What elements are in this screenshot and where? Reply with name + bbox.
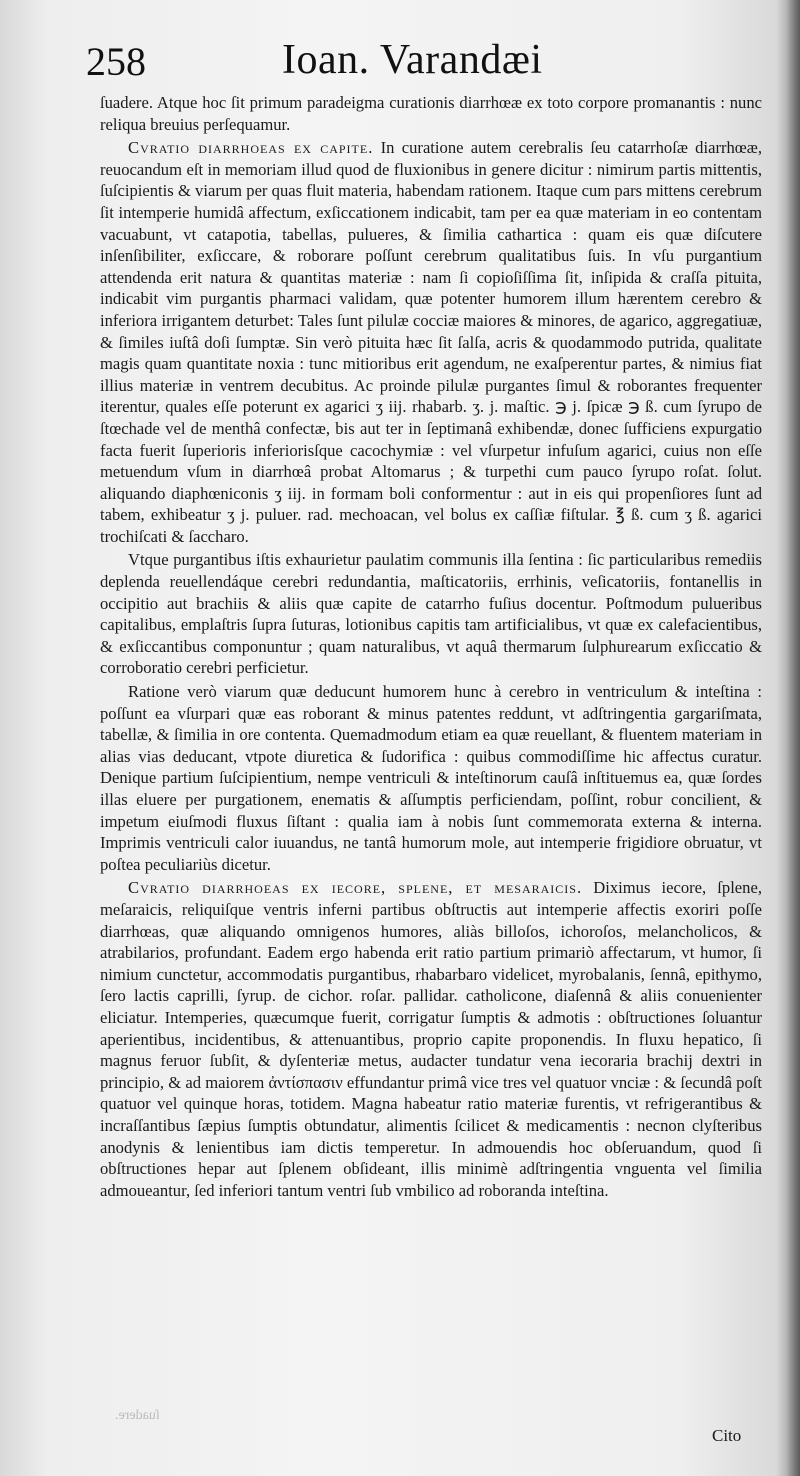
section-heading-iecore: Cvratio diarrhoeas ex iecore, splene, et mesaraicis. — [128, 878, 583, 898]
section-heading-capite: Cvratio diarrhoeas ex capite. — [128, 138, 374, 158]
paragraph-4-text: Ratione verò viarum quæ deducunt humorem hunc à cerebro in ventriculum & inteſtina : poſſunt ea vſurpari quæ eas roborant & minus patentes reddunt, vt adſtringentia gargariſmata, tabellæ, & ſimilia in ore contenta. Quemadmodum etiam ea quæ reuellant, & fluentem materiam in alias vias deducant, vtpote diuretica & ſudorifica : quibus commodiſſime hic affectus curatur. Denique partium ſuſcipientium, nempe ventriculi & inteſtinorum cauſâ inſtituemus ea, quæ ſordes illas eluere per purgationem, enematis & aſſumptis perficiendam, poſſint, robur concilient, & impetum eiuſmodi fluxus ſiſtant : qualia iam à nobis ſunt commemorata externa & interna. Imprimis ventriculi calor iuuandus, ne tantâ humorum mole, aut intemperie frigidiore obruatur, vt poſtea peculiariùs dicetur. — [100, 682, 762, 874]
paragraph-4 — [100, 681, 762, 875]
paragraph-2-text: In curatione autem cerebralis ſeu catarrhoſæ diarrhœæ, reuocandum eſt in memoriam illud quod de fluxionibus in genere dicitur : nimirum partis mittentis, ſuſcipientis & viarum per quas fluit materia, habendam rationem. Itaque cum pars mittens cerebrum ſit intemperie humidâ affectum, exſiccationem indicabit, tam per ea quæ materiam in eo contentam vacuabunt, vt catapotia, tabellas, pulueres, & ſimilia cathartica : quam eis quæ diſcutere inſenſibiliter, exſiccare, & roborare poſſunt cerebrum qualitatibus ſuis. In vſu purgantium attendenda erit natura & quantitas materiæ : nam ſi copioſiſſima ſit, inſipida & craſſa pituita, indicabit vim purgantis pharmaci validam, quæ potenter humorem illum hærentem cerebro & inferiora irrigantem deturbet: Tales ſunt pilulæ cocciæ maiores & minores, de agarico, aggregatiuæ, & ſimiles iuſtâ doſi ſumptæ. Sin verò pituita hæc ſit ſalſa, acris & quodammodo putrida, qualitate magis quam quantitate noxia : tunc mitioribus erit agendum, ne exaſperentur partes, & nimius fiat illius materiæ in ventrem decubitus. Ac proinde pilulæ purgantes ſimul & roborantes frequenter iterentur, quales eſſe poterunt ex agarici ʒ iij. rhabarb. ʒ. j. maſtic. ℈ j. ſpicæ ℈ ß. cum ſyrupo de ſtœchade vel de menthâ confectæ, bis aut ter in ſeptimanâ exhibendæ, donec ſufficiens expurgatio facta fuerit ſuperioris inferiorisſque cacochymiæ : vel vſurpetur infuſum agarici, cuius non eſſe metuendum vſum in diarrhœâ probat Altomarus ; & turpethi cum pauco ſyrupo roſat. ſolut. aliquando diaphœniconis ʒ iij. in formam boli conformentur : aut in eis qui propenſiores ſunt ad tabem, exhibeatur ʒ j. puluer. rad. mechoacan, vel bolus ex caſſiæ fiſtular. ℥ ß. cum ʒ ß. agarici trochiſcati & ſaccharo. — [100, 138, 762, 546]
paragraph-3-text: Vtque purgantibus iſtis exhaurietur paulatim communis illa ſentina : ſic particularibus remediis deplenda reuellendáque cerebri redundantia, maſticatoriis, errhinis, veſicatoriis, fontanellis in occipitio aut brachiis & aliis quæ capite de catarrho fuſius docentur. Poſtmodum pulueribus capitalibus, emplaſtris ſupra ſuturas, lotionibus capitis tam artificialibus, vt quæ ex calefacientibus, & exſiccantibus componuntur ; quam naturalibus, vt aquâ thermarum ſulphurearum exſiccatio & corroboratio cerebri perficietur. — [100, 550, 762, 678]
page-header — [86, 34, 786, 90]
catchword: Cito — [712, 1426, 742, 1445]
paragraph-5-text: Diximus iecore, ſplene, meſaraicis, reliquiſque ventris inferni partibus obſtructis aut intemperie affectis exoriri poſſe diarrhœas, quæ aliquando omnigenos humores, aliàs billoſos, ichoroſos, melancholicos, & atrabilarios, profundant. Eadem ergo habenda erit ratio partium primariò affectarum, vt humor, ſi nimium cunctetur, accommodatis purgantibus, rhabarbaro videlicet, myrobalanis, ſennâ, epithymo, ſero lactis caprilli, ſyrup. de cichor. roſar. pallidar. catholicone, diaſennâ & aliis conuenienter eliciatur. Intemperies, quæcumque fuerit, corrigatur ſumptis & admotis : obſtructiones ſoluantur aperientibus, incidentibus, & attenuantibus, proprio capite proponendis. In fluxu hepatico, ſi magnus feruor ſubſit, & dyſenteriæ metus, audacter tundatur vena iecoraria brachij dextri in principio, & ad maiorem ἀντίσπασιν effundantur primâ vice tres vel quatuor vnciæ : & ſecundâ poſt quatuor vel quinque horas, totidem. Magna habeatur ratio materiæ furentis, vt refrigerantibus & incraſſantibus ſæpius ſumptis obtundatur, alimentis ſcilicet & medicamentis : necnon clyſteribus anodynis & lenientibus iam dictis temperetur. In admouendis hoc obſeruandum, quod ſi obſtructiones hepar aut ſplenem obſideant, illis minimè adſtringentia vnguenta vel ſimilia admoueantur, ſed inferiori tantum ventri ſub vmbilico ad roboranda inteſtina. — [100, 878, 762, 1200]
paragraph-1-text: ſuadere. Atque hoc ſit primum paradeigma curationis diarrhœæ ex toto corpore promanantis : nunc reliqua breuius perſequamur. — [100, 93, 762, 134]
body-text — [100, 92, 762, 1201]
paragraph-5 — [100, 877, 762, 1201]
paragraph-3 — [100, 549, 762, 679]
running-title: Ioan. Varandæi — [282, 37, 543, 83]
page-number: 258 — [86, 39, 146, 84]
paragraph-2 — [100, 137, 762, 547]
paragraph-1 — [100, 92, 762, 135]
bleed-through-text: ſuadere. — [115, 1408, 160, 1423]
page-edge-shadow — [786, 0, 800, 1476]
